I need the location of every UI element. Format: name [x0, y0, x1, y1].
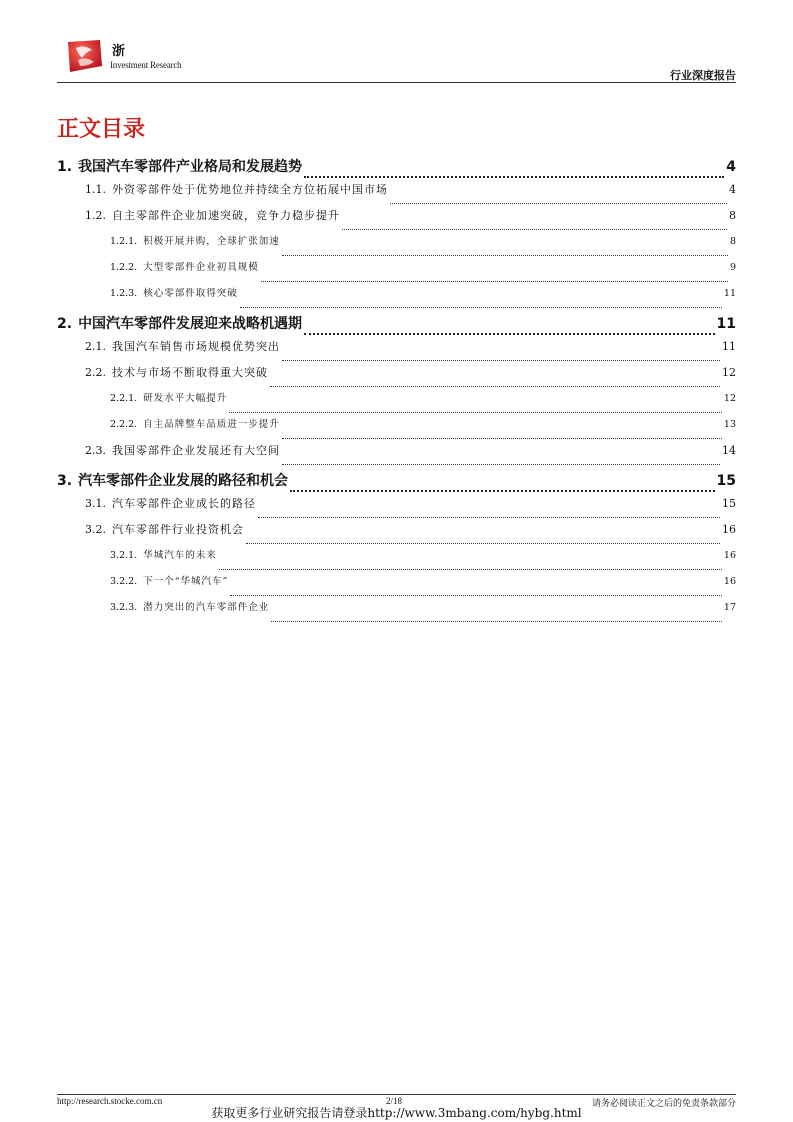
- toc-entry-title: [85, 338, 280, 354]
- toc-entry-level3[interactable]: [57, 259, 736, 285]
- toc-entry-page: 15: [716, 473, 736, 489]
- toc-entry-title: [85, 521, 244, 537]
- toc-entry-page: 16: [723, 550, 736, 561]
- toc-entry-level2[interactable]: [57, 364, 736, 390]
- toc-leader-dots: [390, 202, 727, 204]
- toc-entry-number: 1.2.3.: [110, 288, 138, 299]
- table-of-contents: [57, 154, 736, 625]
- footer-page-number: 2/18: [386, 1096, 403, 1106]
- toc-entry-text: 汽车零部件企业发展的路径和机会: [78, 473, 289, 489]
- toc-entry-number: 1.: [57, 159, 73, 175]
- toc-entry-title: [110, 547, 217, 561]
- toc-entry-page: 14: [722, 444, 736, 457]
- toc-entry-text: 汽车零部件行业投资机会: [112, 523, 244, 536]
- toc-entry-number: 3.2.: [85, 523, 106, 536]
- toc-entry-text: 核心零部件取得突破: [143, 288, 238, 299]
- toc-entry-page: 9: [729, 262, 736, 273]
- toc-entry-page: 11: [716, 316, 736, 332]
- toc-entry-number: 3.2.1.: [110, 550, 138, 561]
- toc-entry-number: 3.: [57, 473, 73, 489]
- toc-entry-level1[interactable]: [57, 470, 736, 495]
- toc-entry-page: 13: [723, 419, 736, 430]
- toc-entry-number: 1.2.1.: [110, 236, 138, 247]
- toc-entry-text: 汽车零部件企业成长的路径: [112, 497, 256, 510]
- toc-leader-dots: [270, 385, 720, 387]
- toc-leader-dots: [304, 175, 724, 178]
- toc-entry-title: [85, 364, 268, 380]
- toc-entry-page: 12: [722, 366, 736, 379]
- report-type-label: 行业深度报告: [670, 69, 736, 82]
- toc-leader-dots: [282, 254, 728, 256]
- toc-entry-text: 中国汽车零部件发展迎来战略机遇期: [78, 316, 303, 332]
- toc-leader-dots: [246, 542, 720, 544]
- toc-leader-dots: [282, 437, 722, 439]
- toc-entry-number: 1.2.: [85, 209, 106, 222]
- footer-disclaimer: 请务必阅读正文之后的免责条款部分: [591, 1099, 736, 1109]
- toc-entry-level3[interactable]: [57, 285, 736, 311]
- toc-entry-page: 16: [722, 523, 736, 536]
- toc-entry-title: [110, 573, 228, 587]
- toc-leader-dots: [304, 332, 714, 335]
- download-note[interactable]: 获取更多行业研究报告请登录http://www.3mbang.com/hybg.html: [211, 1106, 582, 1120]
- toc-entry-level3[interactable]: [57, 233, 736, 259]
- toc-entry-number: 2.: [57, 316, 73, 332]
- toc-entry-title: [85, 495, 256, 511]
- toc-entry-level3[interactable]: [57, 599, 736, 625]
- toc-entry-page: 12: [723, 393, 736, 404]
- toc-entry-text: 潜力突出的汽车零部件企业: [143, 602, 270, 613]
- toc-entry-text: 下一个“华城汽车”: [143, 576, 229, 587]
- toc-entry-text: 积极开展并购，全球扩张加速: [143, 236, 280, 247]
- toc-entry-text: 自主零部件企业加速突破，竞争力稳步提升: [112, 209, 340, 222]
- toc-entry-text: 外资零部件处于优势地位并持续全方位拓展中国市场: [112, 183, 388, 196]
- toc-entry-title: [57, 156, 302, 176]
- toc-entry-page: 8: [729, 236, 736, 247]
- toc-entry-text: 技术与市场不断取得重大突破: [112, 366, 268, 379]
- toc-entry-page: 4: [729, 183, 736, 196]
- toc-leader-dots: [271, 620, 722, 622]
- toc-entry-text: 我国汽车销售市场规模优势突出: [112, 340, 280, 353]
- toc-entry-level2[interactable]: [57, 181, 736, 207]
- toc-entry-number: 2.2.2.: [110, 419, 138, 430]
- footer-url[interactable]: http://research.stocke.com.cn: [57, 1096, 163, 1106]
- toc-entry-text: 我国零部件企业发展还有大空间: [112, 444, 280, 457]
- toc-entry-level3[interactable]: [57, 573, 736, 599]
- toc-entry-title: [85, 181, 388, 197]
- toc-entry-title: [110, 259, 259, 273]
- toc-entry-page: 11: [722, 340, 736, 353]
- toc-leader-dots: [219, 568, 722, 570]
- toc-entry-number: 1.2.2.: [110, 262, 138, 273]
- toc-leader-dots: [229, 411, 722, 413]
- toc-entry-level2[interactable]: [57, 442, 736, 468]
- toc-entry-number: 3.1.: [85, 497, 106, 510]
- toc-entry-text: 大型零部件企业初具规模: [143, 262, 259, 273]
- toc-entry-page: 16: [723, 576, 736, 587]
- toc-leader-dots: [342, 228, 727, 230]
- toc-leader-dots: [261, 280, 728, 282]
- toc-entry-title: [57, 470, 288, 490]
- header-divider: [57, 82, 736, 83]
- toc-entry-title: [57, 313, 302, 333]
- toc-entry-number: 3.2.3.: [110, 602, 138, 613]
- toc-entry-page: 11: [723, 288, 736, 299]
- toc-entry-page: 8: [729, 209, 736, 222]
- toc-entry-text: 自主品牌整车品质进一步提升: [143, 419, 280, 430]
- logo-english-text: Investment Research: [110, 60, 182, 70]
- toc-heading: 正文目录: [57, 117, 146, 142]
- toc-entry-title: [110, 416, 280, 430]
- toc-entry-text: 我国汽车零部件产业格局和发展趋势: [78, 159, 303, 175]
- toc-entry-level1[interactable]: [57, 313, 736, 338]
- toc-leader-dots: [290, 489, 714, 492]
- toc-entry-number: 1.1.: [85, 183, 106, 196]
- toc-entry-level2[interactable]: [57, 207, 736, 233]
- toc-entry-page: 4: [726, 159, 736, 175]
- toc-leader-dots: [258, 516, 720, 518]
- toc-entry-level2[interactable]: [57, 521, 736, 547]
- toc-entry-level3[interactable]: [57, 390, 736, 416]
- toc-entry-title: [85, 442, 280, 458]
- toc-entry-title: [110, 390, 227, 404]
- toc-leader-dots: [240, 306, 722, 308]
- footer-divider: [57, 1094, 736, 1095]
- toc-entry-title: [110, 599, 269, 613]
- toc-entry-level2[interactable]: [57, 338, 736, 364]
- toc-entry-level2[interactable]: [57, 495, 736, 521]
- toc-entry-title: [110, 233, 280, 247]
- toc-entry-number: 2.3.: [85, 444, 106, 457]
- toc-entry-page: 17: [723, 602, 736, 613]
- toc-entry-page: 15: [722, 497, 736, 510]
- toc-entry-level3[interactable]: [57, 547, 736, 573]
- toc-leader-dots: [282, 359, 720, 361]
- toc-entry-number: 2.1.: [85, 340, 106, 353]
- toc-entry-number: 2.2.: [85, 366, 106, 379]
- toc-leader-dots: [230, 594, 721, 596]
- toc-entry-number: 3.2.2.: [110, 576, 138, 587]
- toc-entry-text: 华城汽车的未来: [143, 550, 217, 561]
- toc-entry-title: [85, 207, 340, 223]
- logo-chinese-text: 浙: [112, 44, 126, 59]
- toc-entry-number: 2.2.1.: [110, 393, 138, 404]
- toc-entry-title: [110, 285, 238, 299]
- toc-leader-dots: [282, 463, 720, 465]
- company-logo-icon: [62, 36, 106, 76]
- toc-entry-level1[interactable]: [57, 156, 736, 181]
- toc-entry-text: 研发水平大幅提升: [143, 393, 228, 404]
- toc-entry-level3[interactable]: [57, 416, 736, 442]
